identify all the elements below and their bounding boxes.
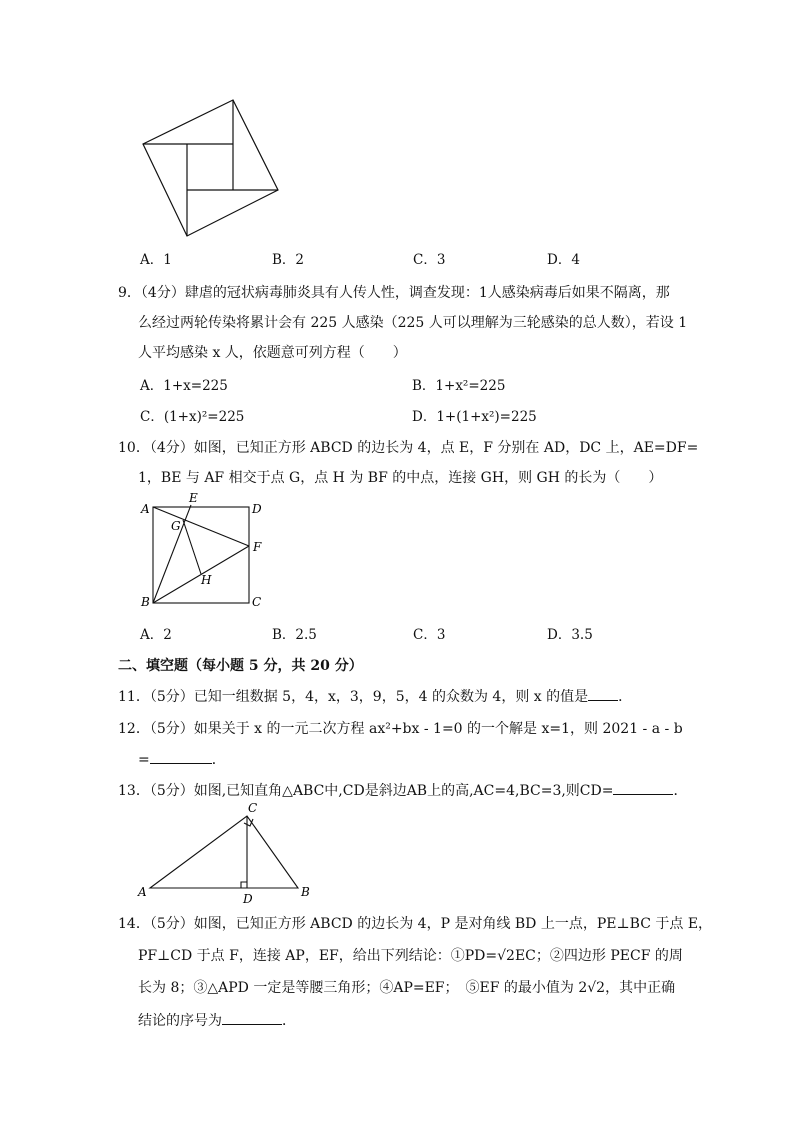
q10-label-a: A [141,502,150,516]
q8-option-b: B．2 [272,252,305,268]
q10-option-a: A．2 [140,627,172,643]
q9-line-2: 么经过两轮传染将累计会有 225 人感染（225 人可以理解为三轮感染的总人数），若设 1 [138,315,688,331]
q14-end: ． [282,1013,296,1029]
q14-line-2: PF⊥CD 于点 F，连接 AP，EF，给出下列结论：①PD=√2EC；②四边形 PECF 的周 [138,948,683,964]
q13-label-c: C [248,801,258,815]
q10-label-e: E [189,491,198,505]
q10-label-d: D [252,502,262,516]
q12-line-1: 12．（5分）如果关于 x 的一元二次方程 ax²+bx - 1=0 的一个解是 x=1，则 2021 - a - b [118,721,683,737]
q13-right-angle-c [244,819,253,826]
q10-label-f: F [253,540,262,554]
q10-line-1: 10．（4分）如图，已知正方形 ABCD 的边长为 4，点 E，F 分别在 AD，DC 上，AE=DF= [118,440,699,456]
q10-label-b: B [141,595,150,609]
q13-right-angle-d [241,882,247,888]
q8-option-c: C．3 [413,252,446,268]
q10-option-d: D．3.5 [547,627,593,643]
q13-label-b: B [301,885,310,899]
q10-label-c: C [252,595,262,609]
q9-line-3: 人平均感染 x 人，依题意可列方程（ ） [138,345,407,361]
q12-eq: = [138,752,150,768]
q10-label-h: H [201,573,212,587]
q9-option-d: D．1+(1+x²)=225 [412,409,537,425]
q10-option-c: C．3 [413,627,446,643]
q14-text: 结论的序号为 [138,1013,222,1029]
q9-line-1: 9．（4分）肆虐的冠状病毒肺炎具有人传人性，调查发现：1人感染病毒后如果不隔离，那 [118,285,670,301]
q13-label-d: D [243,892,253,906]
q9-option-a: A．1+x=225 [140,378,228,394]
q13-triangle [150,816,298,888]
q13-text: 13．（5分）如图,已知直角△ABC中,CD是斜边AB上的高,AC=4,BC=3,则CD= [118,783,614,799]
q11-text: 11．（5分）已知一组数据 5，4，x，3，9，5，4 的众数为 4，则 x 的值是 [118,689,589,705]
q8-option-a: A．1 [140,252,172,268]
q14-line-3: 长为 8；③△APD 一定是等腰三角形；④AP=EF； ⑤EF 的最小值为 2√2，其中正确 [138,980,676,996]
q13-label-a: A [138,885,147,899]
q11-end: ． [618,689,633,705]
q12-end: ． [211,752,226,768]
q9-option-c: C．(1+x)²=225 [140,409,245,425]
q10-label-g: G [171,519,181,533]
q14-line-1: 14．（5分）如图，已知正方形 ABCD 的边长为 4，P 是对角线 BD 上一点，PE⊥BC 于点 E， [118,916,713,932]
q9-option-b: B．1+x²=225 [412,378,506,394]
q10-option-b: B．2.5 [272,627,317,643]
q14-line-4 [138,1010,296,1030]
q8-option-d: D．4 [547,252,580,268]
q10-line-2: 1，BE 与 AF 相交于点 G，点 H 为 BF 的中点，连接 GH，则 GH 的长为（ ） [138,470,663,486]
q14-answer-blank[interactable] [222,1012,282,1025]
q13-end: ． [673,783,688,799]
section-2-title: 二、填空题（每小题 5 分，共 20 分） [118,658,363,674]
